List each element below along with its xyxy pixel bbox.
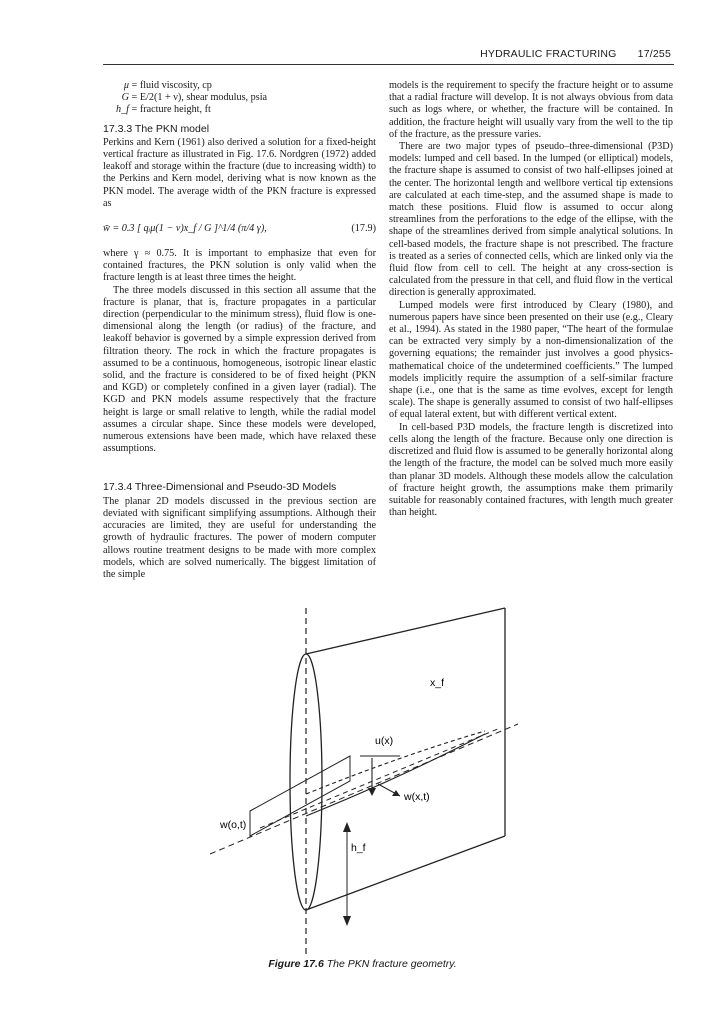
label-wxt: w(x,t): [404, 791, 430, 803]
section-heading-pkn: 17.3.3 The PKN model: [103, 122, 210, 135]
label-w0t: w(o,t): [220, 819, 247, 831]
section-heading-3d: 17.3.4 Three-Dimensional and Pseudo-3D Models: [103, 481, 337, 494]
fracture-top-edge: [306, 608, 505, 654]
caption-text: The PKN fracture geometry.: [326, 958, 457, 970]
ux-arrowhead: [368, 788, 376, 796]
header-rule: [103, 64, 674, 65]
paragraph: The planar 2D models discussed in the previous section are deviated with significant simplifying assumptions. Although their accuracies are limited, they are useful for understanding the growth of hydraulic fractures. The power of modern computer allows routine treatment designs to be made with more complex models, which are solved numerically. The biggest limitation of the simple: [103, 495, 376, 580]
paragraph: models is the requirement to specify the fracture height or to assume that a radial fracture will develop. It is not always obvious from data such as logs where, or whether, the fracture will be contained. In addition, the fracture height will usually vary from the well to the tip of the fracture, as the pressure varies.: [389, 80, 673, 140]
pkn-geometry-figure: [200, 606, 530, 956]
label-xf: x_f: [430, 677, 445, 689]
running-header: [0, 48, 671, 60]
equation-17-9: [103, 214, 376, 244]
paragraph: where γ ≈ 0.75. It is important to emphasize that even for contained fractures, the PKN solution is only valid when the fracture length is at least three times the height.: [103, 248, 376, 284]
definition-item: G = E/2(1 + ν), shear modulus, psia: [121, 92, 268, 104]
paragraph: There are two major types of pseudo–three-dimensional (P3D) models: lumped and cell based. In the lumped (or elliptical) models, the fracture shape is assumed to consist of two half-ellipses joined at the center. The horizontal length and wellbore vertical tip extensions are calculated at each time-step, and the assumed shape is made to match these positions. Fluid flow is assumed to occur along streamlines from the perforations to the edge of the ellipse, with the shape of the streamlines derived from simple analytical solutions. In cell-based models, the fracture shape is not prescribed. The fracture is treated as a series of connected cells, which are linked only via the fluid flow from cell to cell. The height at any cross-section is calculated from the pressure in that cell, and fluid flow in the vertical direction is generally approximated.: [389, 141, 673, 299]
width-profile-lower: [306, 734, 485, 816]
left-column: [103, 80, 376, 581]
label-ux: u(x): [375, 735, 394, 747]
equation-body: w̄ = 0.3 [ qᵢμ(1 − ν)x_f / G ]^1/4 (π/4 γ),: [103, 222, 267, 234]
paragraph: Lumped models were first introduced by Cleary (1980), and numerous papers have since been presented on their use (e.g., Cleary et al., 1994). As stated in the 1980 paper, “The heart of the formulae can be extracted very simply by a non-dimensionalization of the governing equations; the remainder just involves a good physics-mathematical choice of the undetermined coefficients.” The lumped models implicitly require the assumption of a self-similar fracture shape (i.e., one that is the same as time evolves, except for length scale). The shape is generally assumed to consist of two half-ellipses of equal lateral extent, but with different vertical extent.: [389, 299, 673, 421]
equation-number: (17.9): [351, 222, 376, 234]
caption-label: Figure 17.6: [268, 958, 324, 970]
paragraph: The three models discussed in this section all assume that the fracture is planar, that is, fracture propagates in a particular direction (perpendicular to the minimum stress), fluid flow is one-dimensional along the length (or radius) of the fracture, and leakoff behavior is governed by a simple expression derived from filtration theory. The rock in which the fracture propagates is assumed to be a continuous, homogeneous, isotropic linear elastic solid, and the fracture is considered to be of fixed height (PKN and KGD) or completely confined in a given layer (radial). The KGD and PKN models assume respectively that the fracture height is large or small relative to length, while the radial model assumes a circular shape. Since these models were developed, numerous extensions have been made, which have relaxed these assumptions.: [103, 284, 376, 455]
page-number: 17/255: [637, 48, 671, 60]
definition-list: [103, 80, 376, 117]
label-hf: h_f: [351, 842, 366, 854]
hf-arrowhead-bottom: [343, 916, 351, 926]
fracture-bottom-edge: [306, 836, 505, 910]
width-profile-upper: [306, 731, 485, 794]
wxt-arrowhead: [392, 790, 400, 796]
figure-caption: [0, 958, 725, 970]
paragraph: In cell-based P3D models, the fracture length is discretized into cells along the length of the fracture. Because only one direction is discretized and fluid flow is assumed to be generally horizontal along the length of the fracture, the model can be solved much more easily than planar 3D models. Although these models allow the calculation of fracture height growth, the assumptions make them primarily suitable for reasonably contained fractures, with length much greater than height.: [389, 421, 673, 519]
horizontal-plane: [250, 756, 350, 836]
running-title: HYDRAULIC FRACTURING: [480, 48, 617, 60]
paragraph: Perkins and Kern (1961) also derived a solution for a fixed-height vertical fracture as illustrated in Fig. 17.6. Nordgren (1972) added leakoff and storage within the fracture (due to increasing width) to the Perkins and Kern model, deriving what is now known as the PKN model. The average width of the PKN fracture is expressed as: [103, 136, 376, 209]
right-column: [389, 80, 673, 519]
hf-arrowhead-top: [343, 822, 351, 832]
definition-item: μ = fluid viscosity, cp: [123, 80, 212, 91]
definition-item: h_f = fracture height, ft: [115, 104, 211, 116]
x-axis: [210, 724, 518, 854]
